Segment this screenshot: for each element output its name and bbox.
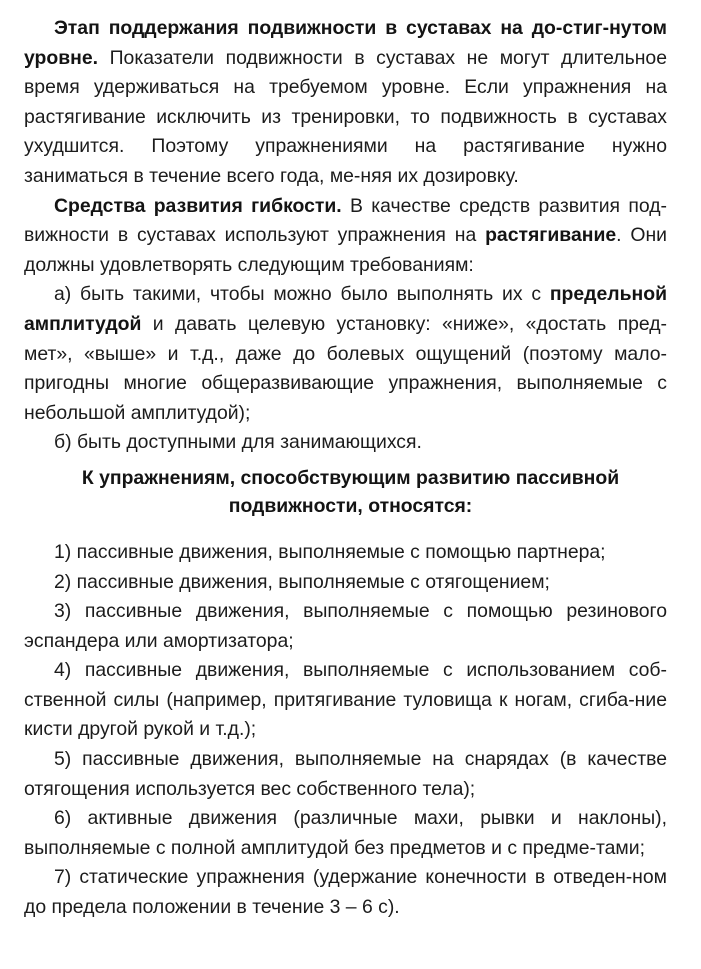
- requirement-a-before: а) быть такими, чтобы можно было выполнять их с: [54, 283, 550, 306]
- list-item: 1) пассивные движения, выполняемые с помощью партнера;: [54, 540, 606, 563]
- requirement-a-after: и давать целевую установку: «ниже», «достать пред-мет», «выше» и т.д., даже до болевых ощущений (поэтому мало-пригодны многие общеразвивающие упражнения, выполняемые с небольшой амплитудой);: [24, 312, 667, 424]
- requirement-a: [24, 280, 667, 428]
- flexibility-means-text-after: . Они должны удовлетворять следующим требованиям:: [24, 224, 667, 276]
- paragraph-maintenance-stage: [24, 14, 667, 192]
- flexibility-means-emphasis: растягивание: [485, 224, 617, 247]
- requirement-a-emphasis: предельной амплитудой: [24, 283, 667, 335]
- list-item: 4) пассивные движения, выполняемые с использованием соб-ственной силы (например, притягивание туловища к ногам, сгиба-ние кисти другой рукой и т.д.);: [24, 659, 667, 741]
- passive-mobility-heading: К упражнениям, способствующим развитию пассивной подвижности, относятся:: [81, 466, 620, 517]
- list-item: 3) пассивные движения, выполняемые с помощью резинового эспандера или амортизатора;: [24, 600, 667, 652]
- maintenance-stage-title: Этап поддержания подвижности в суставах на до-стиг-нутом уровне.: [24, 17, 667, 69]
- paragraph-flexibility-means: [24, 192, 667, 281]
- list-item: 7) статические упражнения (удержание конечности в отведен-ном до предела положении в течение 3 – 6 с).: [24, 866, 667, 919]
- list-item: 6) активные движения (различные махи, рывки и наклоны), выполняемые с полной амплитудой без предметов и с предме-тами;: [24, 807, 667, 859]
- list-item: 2) пассивные движения, выполняемые с отягощением;: [54, 570, 550, 593]
- list-item: 5) пассивные движения, выполняемые на снарядах (в качестве отягощения используется вес собственного тела);: [24, 748, 667, 800]
- flexibility-means-title: Средства развития гибкости.: [54, 194, 342, 217]
- flexibility-means-text-before: В качестве средств развития под-вижности в суставах используют упражнения на: [24, 194, 667, 247]
- maintenance-stage-text: Показатели подвижности в суставах не могут длительное время удерживаться на требуемом уровне. Если упражнения на растягивание исключить из тренировки, то подвижность в суставах ухудшится. Поэтому упражнениями на растягивание нужно заниматься в течение всего года, ме-няя их дозировку.: [24, 46, 667, 187]
- requirement-b: б) быть доступными для занимающихся.: [54, 431, 422, 454]
- exercise-list: [24, 538, 667, 923]
